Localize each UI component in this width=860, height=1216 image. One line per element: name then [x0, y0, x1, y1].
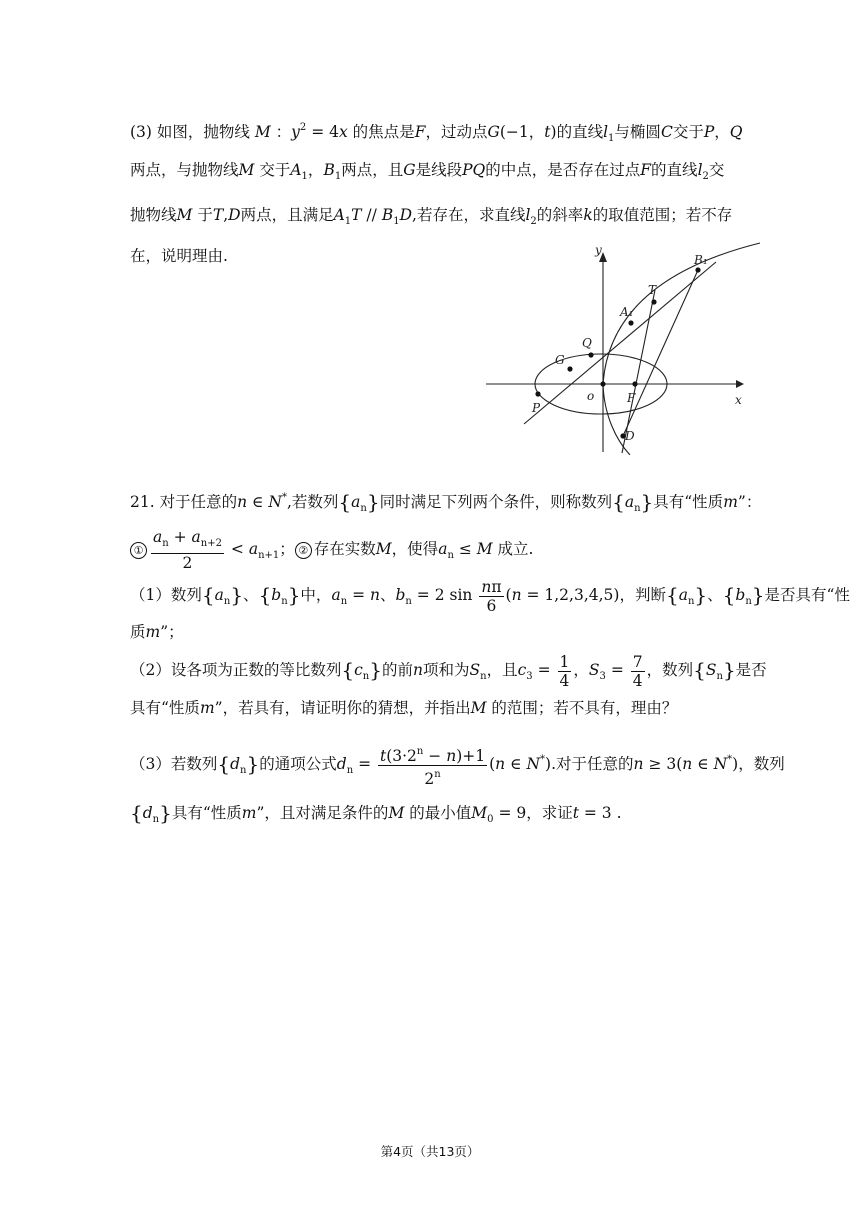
- q21-part2-line2: 具有“性质m”，若具有，请证明你的猜想，并指出M 的范围；若不具有，理由？: [130, 699, 678, 717]
- point-t: [651, 299, 656, 304]
- line-b1-d: [623, 270, 698, 436]
- point-b1: [695, 267, 700, 272]
- q21-line2: ① $\frac{a_n + a_{n+2}}{2}$ < $a_{n+1}$； ② 存在实数M，使得$a_n \le M$ 成立.: [130, 528, 533, 576]
- label-p: P: [532, 401, 541, 415]
- label-f: F: [627, 391, 636, 405]
- label-b1: B₁: [694, 253, 708, 267]
- point-f: [632, 381, 637, 386]
- q20-part3-line3: 抛物线M 于T,D两点，且满足$A_1T // B_1D$,若存在，求直线$l_2$的斜率k的取值范围；若不存: [130, 206, 733, 227]
- point-g: [567, 366, 572, 371]
- x-axis-arrow: [736, 380, 744, 388]
- q21-part1-line2: 质m”；: [130, 623, 184, 641]
- line-l1: [524, 262, 716, 424]
- label-q: Q: [582, 336, 592, 350]
- label-y: y: [595, 243, 602, 257]
- label-o: o: [587, 389, 595, 403]
- q21-part2-line1: （2）设各项为正数的等比数列$\{c_n\}$的前n项和为$S_n$，且$c_3$ = $\frac{1}{4}$ ，$S_3$ = $\frac{7}{4}$ ，数列$\{S_n\}$是否: [130, 652, 767, 690]
- parabola-ellipse-figure: [484, 240, 764, 455]
- point-p: [535, 391, 540, 396]
- q21-part1-line1: （1）数列$\{a_n\}$、$\{b_n\}$中，$a_n = n$、$b_n = 2$ sin $\frac{n\pi}{6}$ (n = 1,2,3,4,5)，判断$\{a_n\}$、$\{b_n\}$是否具有“性: [130, 577, 850, 615]
- q21-part3-line2: $\{d_n\}$具有“性质m”，且对满足条件的M 的最小值$M_0 = 9$，求证t = 3 .: [130, 801, 622, 825]
- point-a1: [628, 320, 633, 325]
- label-a1: A₁: [620, 305, 634, 319]
- label-d: D: [625, 429, 635, 443]
- q21-part3-line1: （3）若数列$\{d_n\}$的通项公式$d_n$ = $\frac{t(3\cdot 2^n - n)+1}{2^n}$ (n ∈ N*).对于任意的n ≥ 3(n ∈ N*)，数列: [130, 740, 785, 791]
- q20-part3-line2: 两点，与抛物线M 交于$A_1$，$B_1$两点，且G是线段PQ的中点，是否存在过点F的直线$l_2$交: [130, 161, 725, 182]
- q20-part3-line4: 在，说明理由.: [130, 247, 228, 265]
- page-footer: 第4页（共13页）: [380, 1144, 480, 1159]
- label-g: G: [555, 353, 565, 367]
- point-o: [600, 381, 605, 386]
- q21-line1: 21. 对于任意的n ∈ N*,若数列$\{a_n\}$同时满足下列两个条件，则称数列$\{a_n\}$具有“性质m”：: [130, 490, 762, 514]
- parabola-m: [603, 243, 760, 455]
- q20-part3-line1: (3) 如图，抛物线 M ：$y^2 = 4x$ 的焦点是F，过动点G(−1，t)的直线$l_1$与椭圆C交于P，Q: [130, 122, 743, 144]
- label-x: x: [735, 393, 742, 407]
- point-q: [588, 352, 593, 357]
- label-t: T: [648, 283, 657, 297]
